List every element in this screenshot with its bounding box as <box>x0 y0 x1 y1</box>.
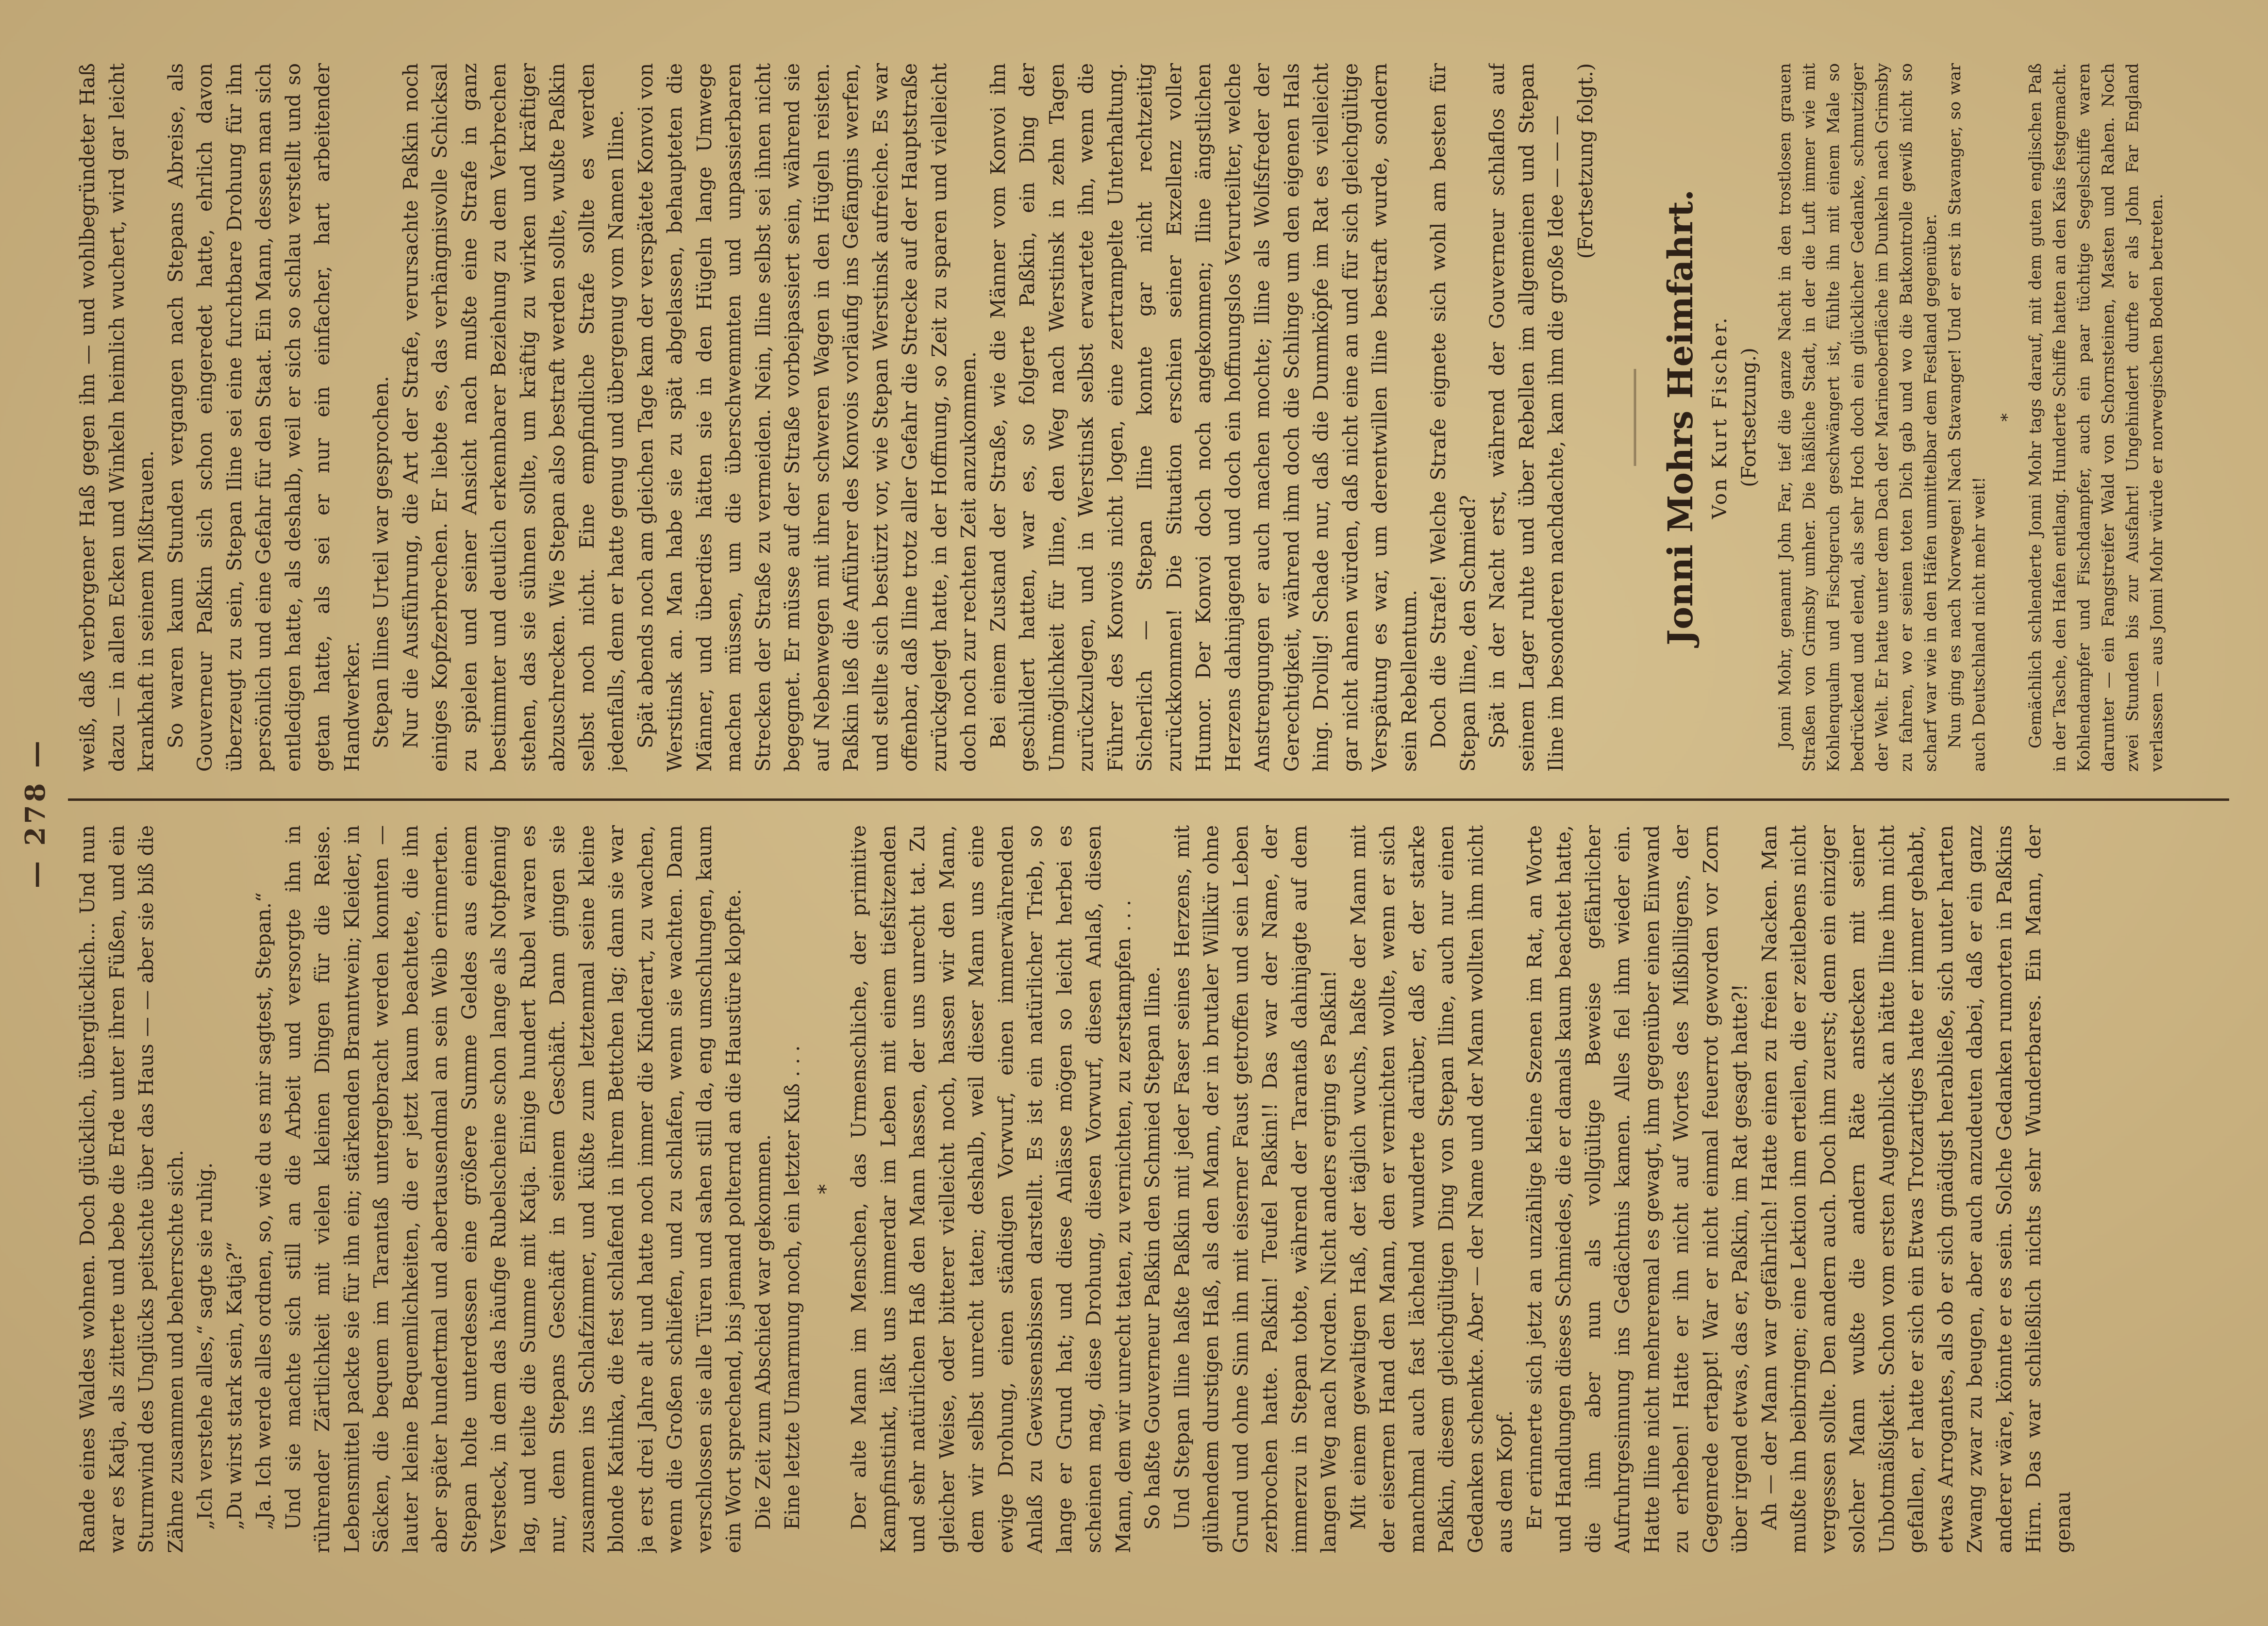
column-divider <box>68 798 2229 801</box>
left-text-column <box>73 825 2238 1553</box>
paragraph: So waren kaum Stunden vergangen nach Stepans Abreise, als Gouverneur Paßkin sich schon eingeredet hatte, ehrlich davon überzeugt zu sein, Stepan Iline sei eine furchtbare Drohung für ihn persönlich und eine Gefahr für den Staat. Ein Mann, dessen man sich entledigen hatte, als deshalb, weil er sich so schlau verstellt und so getan hatte, als sei er nur ein einfacher, hart arbeitender Handwerker. <box>164 63 364 772</box>
section-divider-star: * <box>1997 413 2017 422</box>
paragraph: Stepan Ilines Urteil war gesprochen. <box>369 376 393 748</box>
paragraph: Eine letzte Umarmung noch, ein letzter Kuß . . . <box>781 1045 804 1530</box>
story-paragraph: Nun ging es nach Norwegen! Nach Stavanger! Und er erst in Stavanger, so war auch Deutschland nicht mehr weit! <box>1945 63 1989 772</box>
paragraph: Spät abends noch am gleichen Tage kam der verspätete Konvoi von Werstinsk an. Man habe sie zu spät abgelassen, behaupteten die Männer, und überdies hätten sie in den Hügeln lange Umwege machen müssen, um die überschwemmten und unpassierbaren Strecken der Straße zu vermeiden. Nein, Iline selbst sei ihnen nicht begegnet. Er müsse auf der Straße vorbeipassiert sein, während sie auf Nebenwegen mit ihren schweren Wagen in den Hügeln reisten. Paßkin ließ die Anführer des Konvois vorläufig ins Gefängnis werfen, und stellte sich bestürzt vor, wie Stepan Werstinsk aufreiche. Es war offenbar, daß Iline trotz aller Gefahr die Strecke auf der Hauptstraße zurückgelegt hatte, in der Hoffnung, so Zeit zu sparen und vielleicht doch noch zur rechten Zeit anzukommen. <box>634 63 980 772</box>
paragraph: Spät in der Nacht erst, während der Gouverneur schlaflos auf seinem Lager ruhte und über Rebellen im allgemeinen und Stepan Iline im besonderen nachdachte, kam ihm die große Idee — — — <box>1485 63 1568 772</box>
paragraph: „Du wirst stark sein, Katja?“ <box>222 1242 246 1530</box>
page-number: — 278 — <box>19 738 51 888</box>
paragraph: So haßte Gouverneur Paßkin den Schmied Stepan Iline. <box>1141 966 1164 1530</box>
paragraph: Nur die Ausführung, die Art der Strafe, verursachte Paßkin noch einiges Kopfzerbrechen. Er liebte es, das verhängnisvolle Schicksal zu spielen und seiner Ansicht nach mußte eine Strafe in ganz bestimmter und deutlich erkennbarer Beziehung zu dem Verbrechen stehen, das sie sühnen sollte, um kräftig zu wirken und kräftiger abzuschrecken. Wie Stepan also bestraft werden sollte, wußte Paßkin selbst noch nicht. Eine empfindliche Strafe sollte es werden jedenfalls, denn er hatte genug und übergenug vom Namen Iline. <box>399 63 628 772</box>
article-separator <box>1615 63 1644 772</box>
paragraph: Er erinnerte sich jetzt an unzählige kleine Szenen im Rat, an Worte und Handlungen dieses Schmiedes, die er damals kaum beachtet hatte, die ihm aber nun als vollgültige Beweise gefährlicher Aufruhrgesinnung ins Gedächtnis kamen. Alles fiel ihm wieder ein. Hatte Iline nicht mehreremal es gewagt, ihm gegenüber einen Einwand zu erheben! Hatte er ihn nicht auf Wortes des Mißbilligens, der Gegenrede ertappt! War er nicht einmal feuerrot geworden vor Zorn über irgend etwas, das er, Paßkin, im Rat gesagt hatte?! <box>1522 825 1751 1553</box>
story-paragraph: Jonni Mohr, genannt John Far, tief die ganze Nacht in den trostlosen grauen Straßen von Grimsby umher. Die häßliche Stadt, in der die Luft immer wie mit Kohlenqualm und Fischgeruch geschwängert ist, fühlte ihn mit einem Male so bedrückend und elend, als sehr Hoch doch ein glücklicher Gedanke, schmutziger der Welt. Er hatte unter dem Dach der Marineoberfläche im Dunkeln nach Grimsby zu fahren, wo er seinen toten Dich gab und wo die Batkontrolle gewiß nicht so scharf war wie in den Häfen unmittelbar dem Festland gegenüber. <box>1775 63 1940 772</box>
paragraph: Rande eines Waldes wohnen. Doch glücklich, überglücklich... Und nun war es Katja, als zitterte und bebe die Erde unter ihren Füßen, und ein Sturmwind des Unglücks peitschte über das Haus — — aber sie biß die Zähne zusammen und beherrschte sich. <box>76 825 187 1553</box>
paragraph: Doch die Strafe! Welche Strafe eignete sich wohl am besten für Stepan Iline, den Schmied? <box>1427 63 1480 772</box>
paragraph: Der alte Mann im Menschen, das Urmenschliche, der primitive Kampfinstinkt, läßt uns immerdar im Leben mit einem tiefsitzenden und sehr natürlichen Haß den Mann hassen, der uns unrecht tat. Zu gleicher Weise, oder bitterer vielleicht noch, hassen wir den Mann, dem wir selbst unrecht taten; deshalb, weil dieser Mann uns eine ewige Drohung, einen ständigen Vorwurf, einen immerwährenden Anlaß zu Gewissensbissen darstellt. Es ist ein natürlicher Trieb, so lange er Grund hat; und diese Anlässe mögen so leicht herbei es scheinen mag, diese Drohung, diesen Vorwurf, diesen Anlaß, diesen Mann, dem wir unrecht taten, zu vernichten, zu zerstampfen . . . <box>847 825 1135 1553</box>
right-text-column <box>73 63 2238 772</box>
paragraph: Die Zeit zum Abschied war gekommen. <box>751 1134 775 1530</box>
paragraph: Ah — der Mann war gefährlich! Hatte einen zu freien Nacken. Man mußte ihn beibringen; eine Lektion ihm erteilen, die er zeitlebens nicht vergessen sollte. Den andern auch. Doch ihm zuerst; denn ein einziger solcher Mann wußte die andern Räte anstecken mit seiner Unbotmäßigkeit. Schon vom ersten Augenblick an hätte Iline ihm nicht gefallen, er hatte er sich ein Etwas Trotzartiges hatte er immer gehabt, etwas Arrogantes, als ob er sich gnädigst herabließe, sich unter harten Zwang zwar zu beugen, aber auch anzudeuten dabei, daß er ein ganz anderer wäre, könnte er es sein. Solche Gedanken rumorten in Paßkins Hirn. Das war schließlich nichts sehr Wunderbares. Ein Mann, der genau <box>1757 825 2075 1553</box>
paragraph: „Ich verstehe alles,“ sagte sie ruhig. <box>193 1162 217 1530</box>
continuation-note: (Fortsetzung folgt.) <box>1573 63 1597 259</box>
paragraph: Bei einem Zustand der Straße, wie die Männer vom Konvoi ihn geschildert hatten, war es, so folgerte Paßkin, ein Ding der Unmöglichkeit für Iline, den Weg nach Werstinsk in zehn Tagen zurückzulegen, und in Werstinsk selbst erwartete ihn, wenn die Führer des Konvois nicht logen, eine zertrampelte Unterhaltung. Sicherlich — Stepan Iline konnte gar nicht rechtzeitig zurückkommen! Die Situation erschien seiner Exzellenz voller Humor. Der Konvoi doch noch angekommen; Iline ängstlichen Herzens dahinjagend und doch ein hoffnungslos Verurteilter, welche Anstrengungen er auch machen mochte; Iline als Wolfsfreder der Gerechtigkeit, während ihm doch die Schlinge um den eigenen Hals hing. Drollig! Schade nur, daß die Dummköpfe im Rat es vielleicht gar nicht ahnen würden, daß nicht eine an und für sich gleichgültige Verspätung es war, um derentwillen Iline bestraft wurde, sondern sein Rebellentum. <box>986 63 1421 772</box>
story-byline: Von Kurt Fischer. <box>1708 315 1731 519</box>
section-divider-star: * <box>814 1184 837 1195</box>
story-paragraph: Gemächlich schlenderte Jonni Mohr tags darauf, mit dem guten englischen Paß in der Tasche, den Hafen entlang. Hunderte Schiffe hatten an den Kais festgemacht. Kohlendampfer und Fischdampfer, auch ein paar tüchtige Segelschiffe waren darunter — ein Fangstreifer Wald von Schornsteinen, Masten und Rahen. Noch zwei Stunden bis zur Ausfahrt! Ungehindert durfte er als John Far England verlassen — aus Jonni Mohr würde er norwegischen Boden betreten. <box>2025 63 2167 772</box>
story-continuation-label: (Fortsetzung.) <box>1738 348 1760 487</box>
paragraph: Und Stepan Iline haßte Paßkin mit jeder Faser seines Herzens, mit glühendem durstigen Haß, als den Mann, der in brutaler Willkür ohne Grund und ohne Sinn ihn mit eiserner Faust getroffen und sein Leben zerbrochen hatte. Paßkin! Teufel Paßkin!! Das war der Name, der immerzu in Stepan tobte, während der Tarantaß dahinjagte auf dem langen Weg nach Norden. Nicht anders erging es Paßkin! <box>1170 825 1340 1553</box>
paragraph: Und sie machte sich still an die Arbeit und versorgte ihn in rührender Zärtlichkeit mit vielen kleinen Dingen für die Reise. Lebensmittel packte sie für ihn ein; stärkenden Branntwein; Kleider, in Säcken, die bequem im Tarantaß untergebracht werden konnten — lauter kleine Bequemlichkeiten, die er jetzt kaum beachtete, die ihn aber später hundertmal und abertausendmal an sein Weib erinnerten. Stepan holte unterdessen eine größere Summe Geldes aus einem Versteck, in dem das häufige Rubelscheine schon lange als Notpfennig lag, und teilte die Summe mit Katja. Einige hundert Rubel waren es nur, denn Stepans Geschäft in seinem Geschäft. Dann gingen sie zusammen ins Schlafzimmer, und küßte zum letztenmal seine kleine blonde Katinka, die fest schlafend in ihrem Bettchen lag; dann sie war ja erst drei Jahre alt und hatte noch immer die Kinderart, zu wachen, wenn die Großen schliefen, und zu schlafen, wenn sie wachten. Dann verschlossen sie alle Türen und sahen still da, eng umschlungen, kaum ein Wort sprechend, bis jemand polternd an die Haustüre klopfte. <box>281 825 745 1553</box>
paragraph: Mit einem gewaltigen Haß, der täglich wuchs, haßte der Mann mit der eisernen Hand den Mann, den er vernichten wollte, wenn er sich manchmal auch fast lächelnd wunderte darüber, daß er, der starke Paßkin, diesem gleichgültigen Ding von Stepan Iline, auch nur einen Gedanken schenkte. Aber — der Name und der Mann wollten ihm nicht aus dem Kopf. <box>1346 825 1517 1553</box>
paragraph: „Ja. Ich werde alles ordnen, so, wie du es mir sagtest, Stepan.“ <box>252 892 275 1530</box>
paragraph: weiß, daß verborgener Haß gegen ihn — und wohlbegründeter Haß dazu — in allen Ecken und Winkeln heimlich wuchert, wird gar leicht krankhaft in seinem Mißtrauen. <box>76 63 158 772</box>
story-title: Jonni Mohrs Heimfahrt. <box>1660 189 1701 646</box>
